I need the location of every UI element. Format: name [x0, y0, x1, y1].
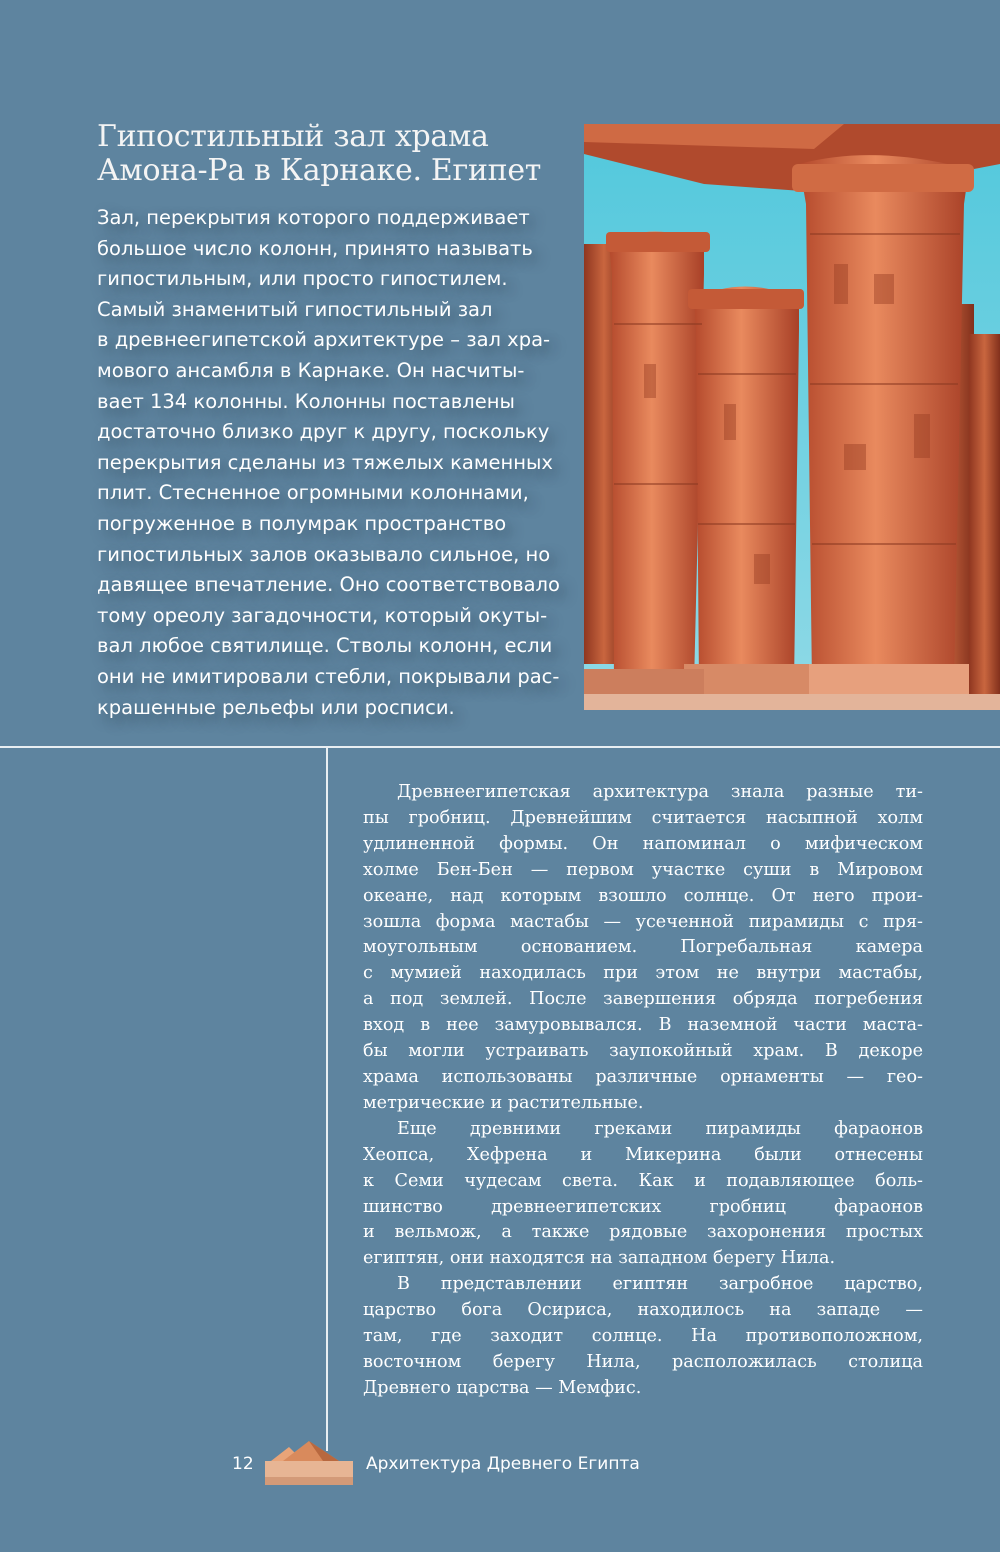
- text-line: моугольным основанием. Погребальная камера: [363, 937, 923, 958]
- main-text: [363, 780, 923, 1402]
- caption-line: Зал, перекрытия которого поддерживает: [97, 206, 530, 229]
- text-line: бы могли устраивать заупокойный храм. В декоре: [363, 1041, 923, 1062]
- caption-line: крашенные рельефы или росписи.: [97, 695, 455, 719]
- caption-line: достаточно близко друг к другу, поскольку: [97, 420, 550, 444]
- text-line: восточном берегу Нила, расположилась столица: [363, 1351, 923, 1372]
- text-line: к Семи чудесам света. Как и подавляющее боль-: [363, 1170, 923, 1191]
- page-number: 12: [232, 1454, 254, 1474]
- caption-text: [97, 203, 567, 723]
- caption-line: погруженное в полумрак пространство: [97, 511, 507, 535]
- caption-line: большое число колонн, принято называть: [97, 236, 533, 260]
- text-line: шинство древнеегипетских гробниц фараонов: [363, 1196, 923, 1217]
- caption-title-line: Амона-Ра в Карнаке. Египет: [97, 153, 542, 188]
- caption-title-line: Гипостильный зал храма: [97, 119, 489, 154]
- text-line: там, где заходит солнце. На противоположном,: [363, 1326, 923, 1347]
- caption-line: перекрытия сделаны из тяжелых каменных: [97, 450, 553, 474]
- text-line: египтян, они находятся на западном берегу Нила.: [363, 1248, 836, 1269]
- text-line: Еще древними греками пирамиды фараонов: [397, 1118, 923, 1139]
- columns-illustration: [584, 124, 1000, 710]
- caption-line: Самый знаменитый гипостильный зал: [97, 297, 493, 321]
- text-line: и вельмож, а также рядовые захоронения простых: [363, 1222, 923, 1243]
- text-line: а под землей. После завершения обряда погребения: [363, 989, 923, 1010]
- caption-line: давящее впечатление. Оно соответствовало: [97, 573, 560, 597]
- caption-line: вает 134 колонны. Колонны поставлены: [97, 389, 515, 413]
- caption-line: они не имитировали стебли, покрывали рас-: [97, 664, 560, 688]
- caption-line: гипостильных залов оказывало сильное, но: [97, 542, 551, 566]
- vertical-divider: [326, 746, 328, 1451]
- book-title: Архитектура Древнего Египта: [366, 1454, 640, 1474]
- caption-line: в древнеегипетской архитектуре – зал хра-: [97, 328, 551, 352]
- caption-line: гипостильным, или просто гипостилем.: [97, 267, 508, 291]
- text-line: холме Бен-Бен — первом участке суши в Мировом: [363, 859, 923, 880]
- text-line: храма использованы различные орнаменты — гео-: [363, 1066, 923, 1087]
- text-line: В представлении египтян загробное царство,: [397, 1274, 923, 1295]
- caption-line: плит. Стесненное огромными колоннами,: [97, 481, 529, 505]
- horizontal-divider: [0, 746, 1000, 748]
- text-line: Древнеегипетская архитектура знала разные ти-: [397, 782, 923, 802]
- text-line: океане, над которым взошло солнце. От него прои-: [363, 885, 923, 906]
- text-line: Древнего царства — Мемфис.: [363, 1377, 642, 1398]
- text-line: царство бога Осириса, находилось на западе —: [363, 1300, 923, 1321]
- caption-line: мового ансамбля в Карнаке. Он насчиты-: [97, 358, 525, 382]
- text-line: Хеопса, Хефрена и Микерина были отнесены: [363, 1144, 923, 1165]
- text-line: вход в нее замуровывался. В наземной части маста-: [363, 1015, 923, 1036]
- caption-title: [97, 120, 567, 188]
- text-line: пы гробниц. Древнейшим считается насыпной холм: [363, 807, 923, 828]
- text-line: с мумией находилась при этом не внутри мастабы,: [363, 963, 923, 984]
- karnak-columns-photo: [584, 124, 1000, 710]
- caption-line: вал любое святилище. Стволы колонн, если: [97, 634, 553, 658]
- caption-line: тому ореолу загадочности, который окуты-: [97, 603, 548, 627]
- text-line: метрические и растительные.: [363, 1092, 644, 1113]
- pyramids-icon: [265, 1439, 353, 1489]
- text-line: удлиненной формы. Он напоминал о мифическом: [363, 833, 923, 854]
- text-line: зошла форма мастабы — усеченной пирамиды с пря-: [363, 911, 923, 932]
